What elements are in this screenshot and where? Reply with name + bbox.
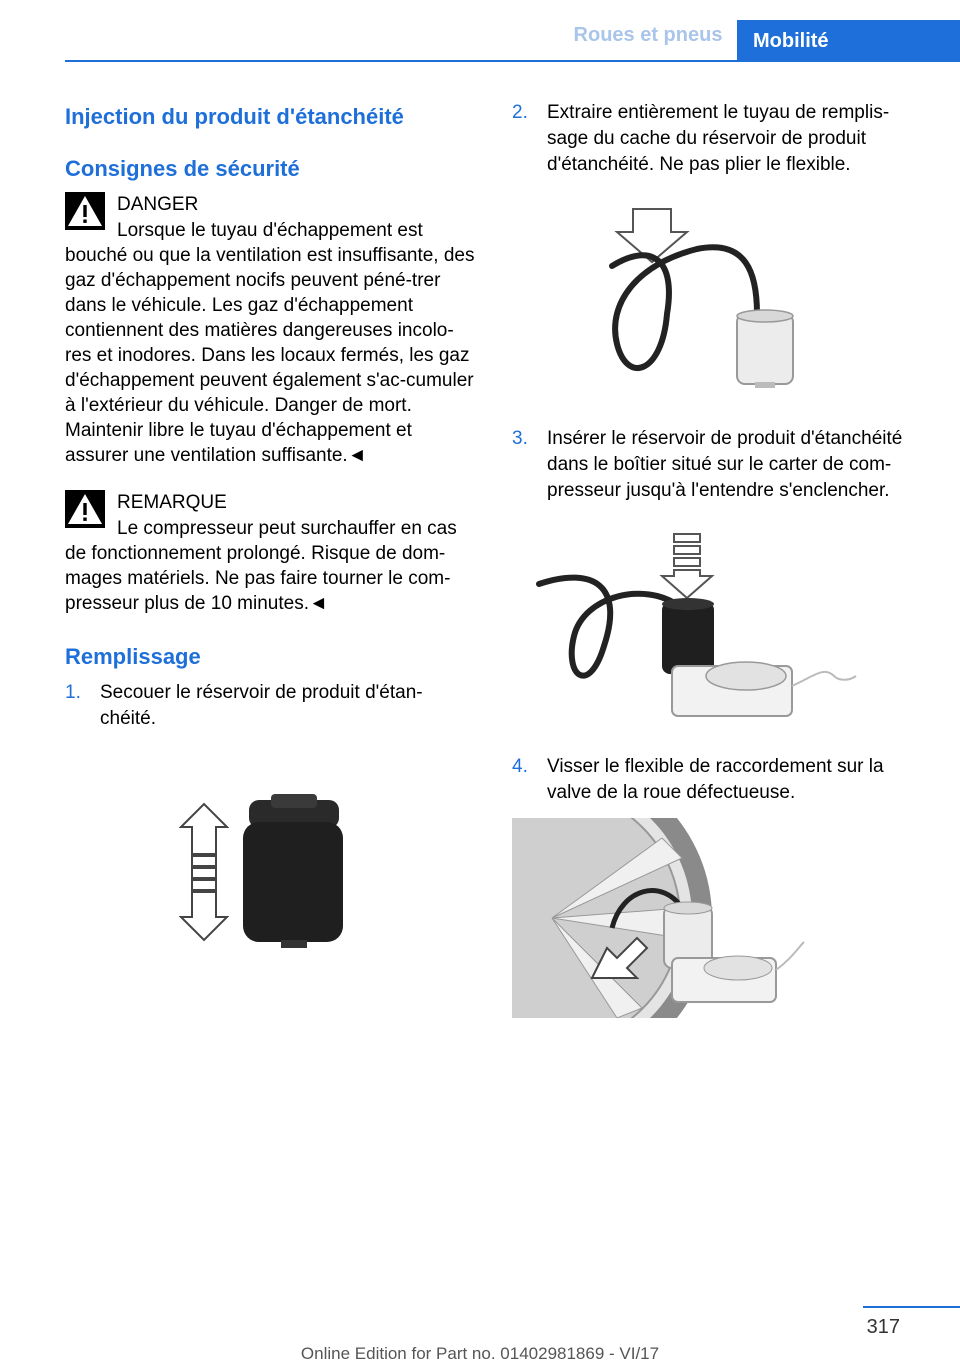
edition-footer: Online Edition for Part no. 01402981869 - VI/17 [300, 1344, 660, 1363]
step-text: Secouer le réservoir de produit d'étan-chéité. [100, 682, 423, 729]
step-1 [65, 680, 477, 732]
step-text: Extraire entièrement le tuyau de remplis-sage du cache du réservoir de produit d'étanchéité. Ne pas plier le flexible. [547, 102, 890, 175]
section-title: Roues et pneus [573, 24, 723, 46]
notice-text: Le compresseur peut surchauffer en cas de fonctionnement prolongé. Risque de dom-mages matériels. Ne pas faire tourner le com-presseur plus de 10 minutes.◄ [65, 518, 457, 614]
notice-label: REMARQUE [117, 492, 227, 513]
step-number: 3. [512, 428, 528, 449]
page-number: 317 [866, 1316, 900, 1338]
fill-heading: Remplissage [65, 644, 201, 669]
step-number: 4. [512, 756, 528, 777]
step-3 [512, 426, 924, 504]
chapter-tab[interactable]: Mobilité [737, 20, 960, 60]
shake-bottle-figure [171, 792, 371, 952]
step-2 [512, 100, 924, 178]
step-number: 1. [65, 682, 81, 703]
left-column [65, 100, 477, 952]
danger-block [65, 192, 477, 468]
step-text: Visser le flexible de raccordement sur la valve de la roue défectueuse. [547, 756, 884, 803]
step-text: Insérer le réservoir de produit d'étanchéité dans le boîtier situé sur le carter de com-presseur jusqu'à l'entendre s'enclencher. [547, 428, 903, 501]
warning-triangle-icon [65, 490, 105, 528]
right-column [512, 100, 924, 1018]
notice-block [65, 490, 477, 616]
step-4 [512, 754, 924, 806]
insert-bottle-figure [534, 526, 864, 736]
page-title: Injection du produit d'étanchéité [65, 104, 404, 129]
page-header [0, 0, 960, 62]
header-rule [65, 60, 960, 62]
wheel-valve-figure [512, 818, 812, 1018]
danger-text: Lorsque le tuyau d'échappement est bouché ou que la ventilation est insuffisante, des gaz d'échappement nocifs peuvent péné-trer dans le véhicule. Les gaz d'échappement contiennent des matières dangereuses incolo-res et inodores. Dans les locaux fermés, les gaz d'échappement peuvent également s'ac-cumuler à l'extérieur du véhicule. Danger de mort. Maintenir libre le tuyau d'échappement et assurer une ventilation suffisante.◄ [65, 220, 475, 466]
danger-label: DANGER [117, 194, 199, 215]
hose-extract-figure [607, 204, 807, 404]
step-number: 2. [512, 102, 528, 123]
safety-heading: Consignes de sécurité [65, 156, 300, 181]
footer-rule [863, 1306, 960, 1308]
warning-triangle-icon [65, 192, 105, 230]
